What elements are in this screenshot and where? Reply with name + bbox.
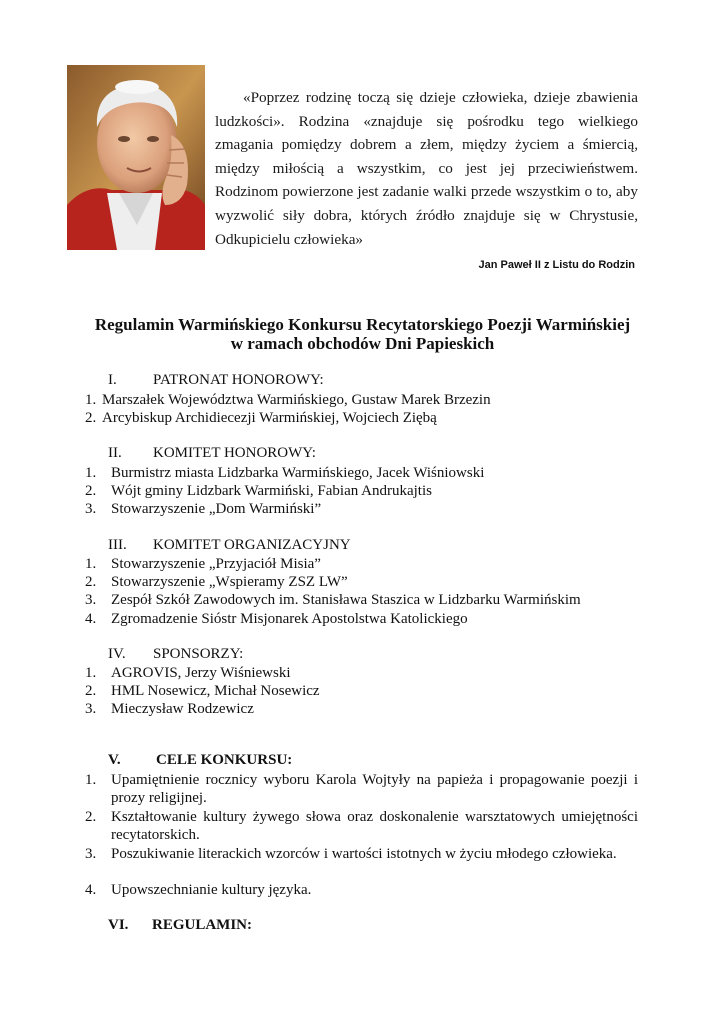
list-item: 1. AGROVIS, Jerzy Wiśniewski [85,665,291,681]
section-number: IV. [108,646,126,662]
section-list-1 [85,391,491,427]
section-list-3 [85,555,581,628]
list-item: 4. Zgromadzenie Sióstr Misjonarek Apostolstwa Katolickiego [85,610,468,627]
list-item: 2. Wójt gminy Lidzbark Warmiński, Fabian Andrukajtis [85,483,432,500]
quote-attribution: Jan Paweł II z Listu do Rodzin [478,259,635,271]
section-label: SPONSORZY: [153,646,244,662]
section-label: REGULAMIN: [152,917,252,933]
list-item: 4. Upowszechnianie kultury języka. [85,882,312,898]
document-title-line-2: w ramach obchodów Dni Papieskich [230,334,495,353]
quote-text: «Poprzez rodzinę toczą się dzieje człowieka, dzieje zbawienia ludzkości». Rodzina «znajduje się pośrodku tego wielkiego zmagania pomiędzy dobrem a złem, między życiem a śmiercią, między miłością a wszystkim, co jest jej przeciwieństwem. Rodzinom powierzone jest zadanie walki przede wszystkim o to, aby wyzwolić siły dobra, których źródło znajduje się w Chrystusie, Odkupicielu człowieka» [215,89,638,248]
list-item: 3. Zespół Szkół Zawodowych im. Stanisława Staszica w Lidzbarku Warmińskim [85,592,581,609]
list-item: 3. Stowarzyszenie „Dom Warmiński” [85,501,322,518]
list-item: 3. Mieczysław Rodzewicz [85,701,254,718]
list-item: 2. Kształtowanie kultury żywego słowa oraz doskonalenie warsztatowych umiejętności recytatorskich. [85,809,638,844]
list-item: 1. Marszałek Województwa Warmińskiego, Gustaw Marek Brzezin [85,392,491,408]
list-item: 2. Stowarzyszenie „Wspieramy ZSZ LW” [85,574,348,591]
list-item: 1. Burmistrz miasta Lidzbarka Warmińskiego, Jacek Wiśniowski [85,465,485,481]
section-number: III. [108,537,127,553]
list-item: 2. HML Nosewicz, Michał Nosewicz [85,683,320,700]
section-number: VI. [108,917,129,933]
section-label: KOMITET HONOROWY: [153,445,316,461]
list-item: 1. Upamiętnienie rocznicy wyboru Karola Wojtyły na papieża i propagowanie poezji i prozy religijnej. [85,772,638,807]
section-list-4 [85,664,320,719]
document-title-line-1: Regulamin Warmińskiego Konkursu Recytatorskiego Poezji Warmińskiej [94,315,631,334]
section-list-2 [85,464,484,519]
section-number: V. [108,752,121,768]
list-item: 1. Stowarzyszenie „Przyjaciół Misia” [85,556,321,572]
pope-portrait-photo [67,65,205,250]
list-item: 3. Poszukiwanie literackich wzorców i wartości istotnych w życiu młodego człowieka. [85,846,617,862]
section-number: II. [108,445,122,461]
section-label: CELE KONKURSU: [156,752,293,768]
section-label: KOMITET ORGANIZACYJNY [153,537,351,553]
list-item: 2. Arcybiskup Archidiecezji Warmińskiej, Wojciech Ziębą [85,410,437,427]
section-number: I. [108,372,117,388]
section-label: PATRONAT HONOROWY: [153,372,324,388]
